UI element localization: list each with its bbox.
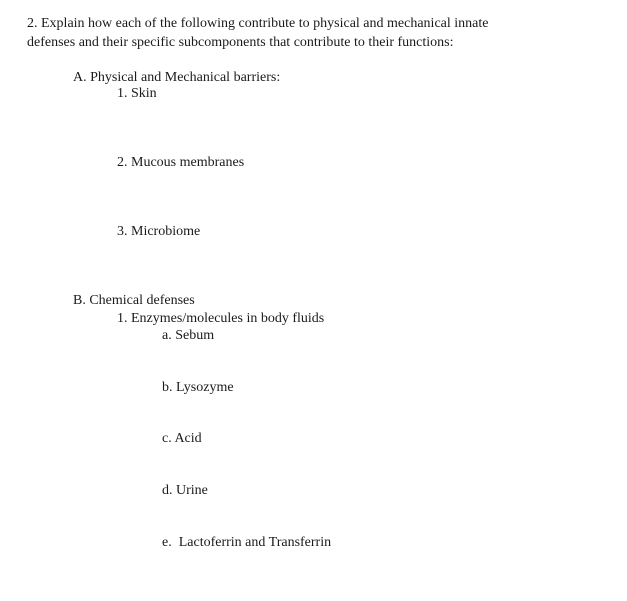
section-b-subitem-sebum: a. Sebum xyxy=(162,328,215,343)
section-a-item-mucous-membranes: 2. Mucous membranes xyxy=(117,155,245,170)
section-b-subitem-acid: c. Acid xyxy=(162,431,202,446)
section-b-subitem-urine: d. Urine xyxy=(162,483,208,498)
section-b-subitem-lysozyme: b. Lysozyme xyxy=(162,380,234,395)
section-b-item-enzymes: 1. Enzymes/molecules in body fluids xyxy=(117,311,325,326)
section-a-item-skin: 1. Skin xyxy=(117,86,157,101)
section-a-item-microbiome: 3. Microbiome xyxy=(117,224,201,239)
section-a-heading: A. Physical and Mechanical barriers: xyxy=(73,70,281,85)
section-b-subitem-lactoferrin-transferrin: e. Lactoferrin and Transferrin xyxy=(162,535,332,550)
section-b-heading: B. Chemical defenses xyxy=(73,293,195,308)
question-line-2: defenses and their specific subcomponents that contribute to their functions: xyxy=(27,35,454,50)
question-line-1: 2. Explain how each of the following contribute to physical and mechanical innate xyxy=(27,16,489,31)
